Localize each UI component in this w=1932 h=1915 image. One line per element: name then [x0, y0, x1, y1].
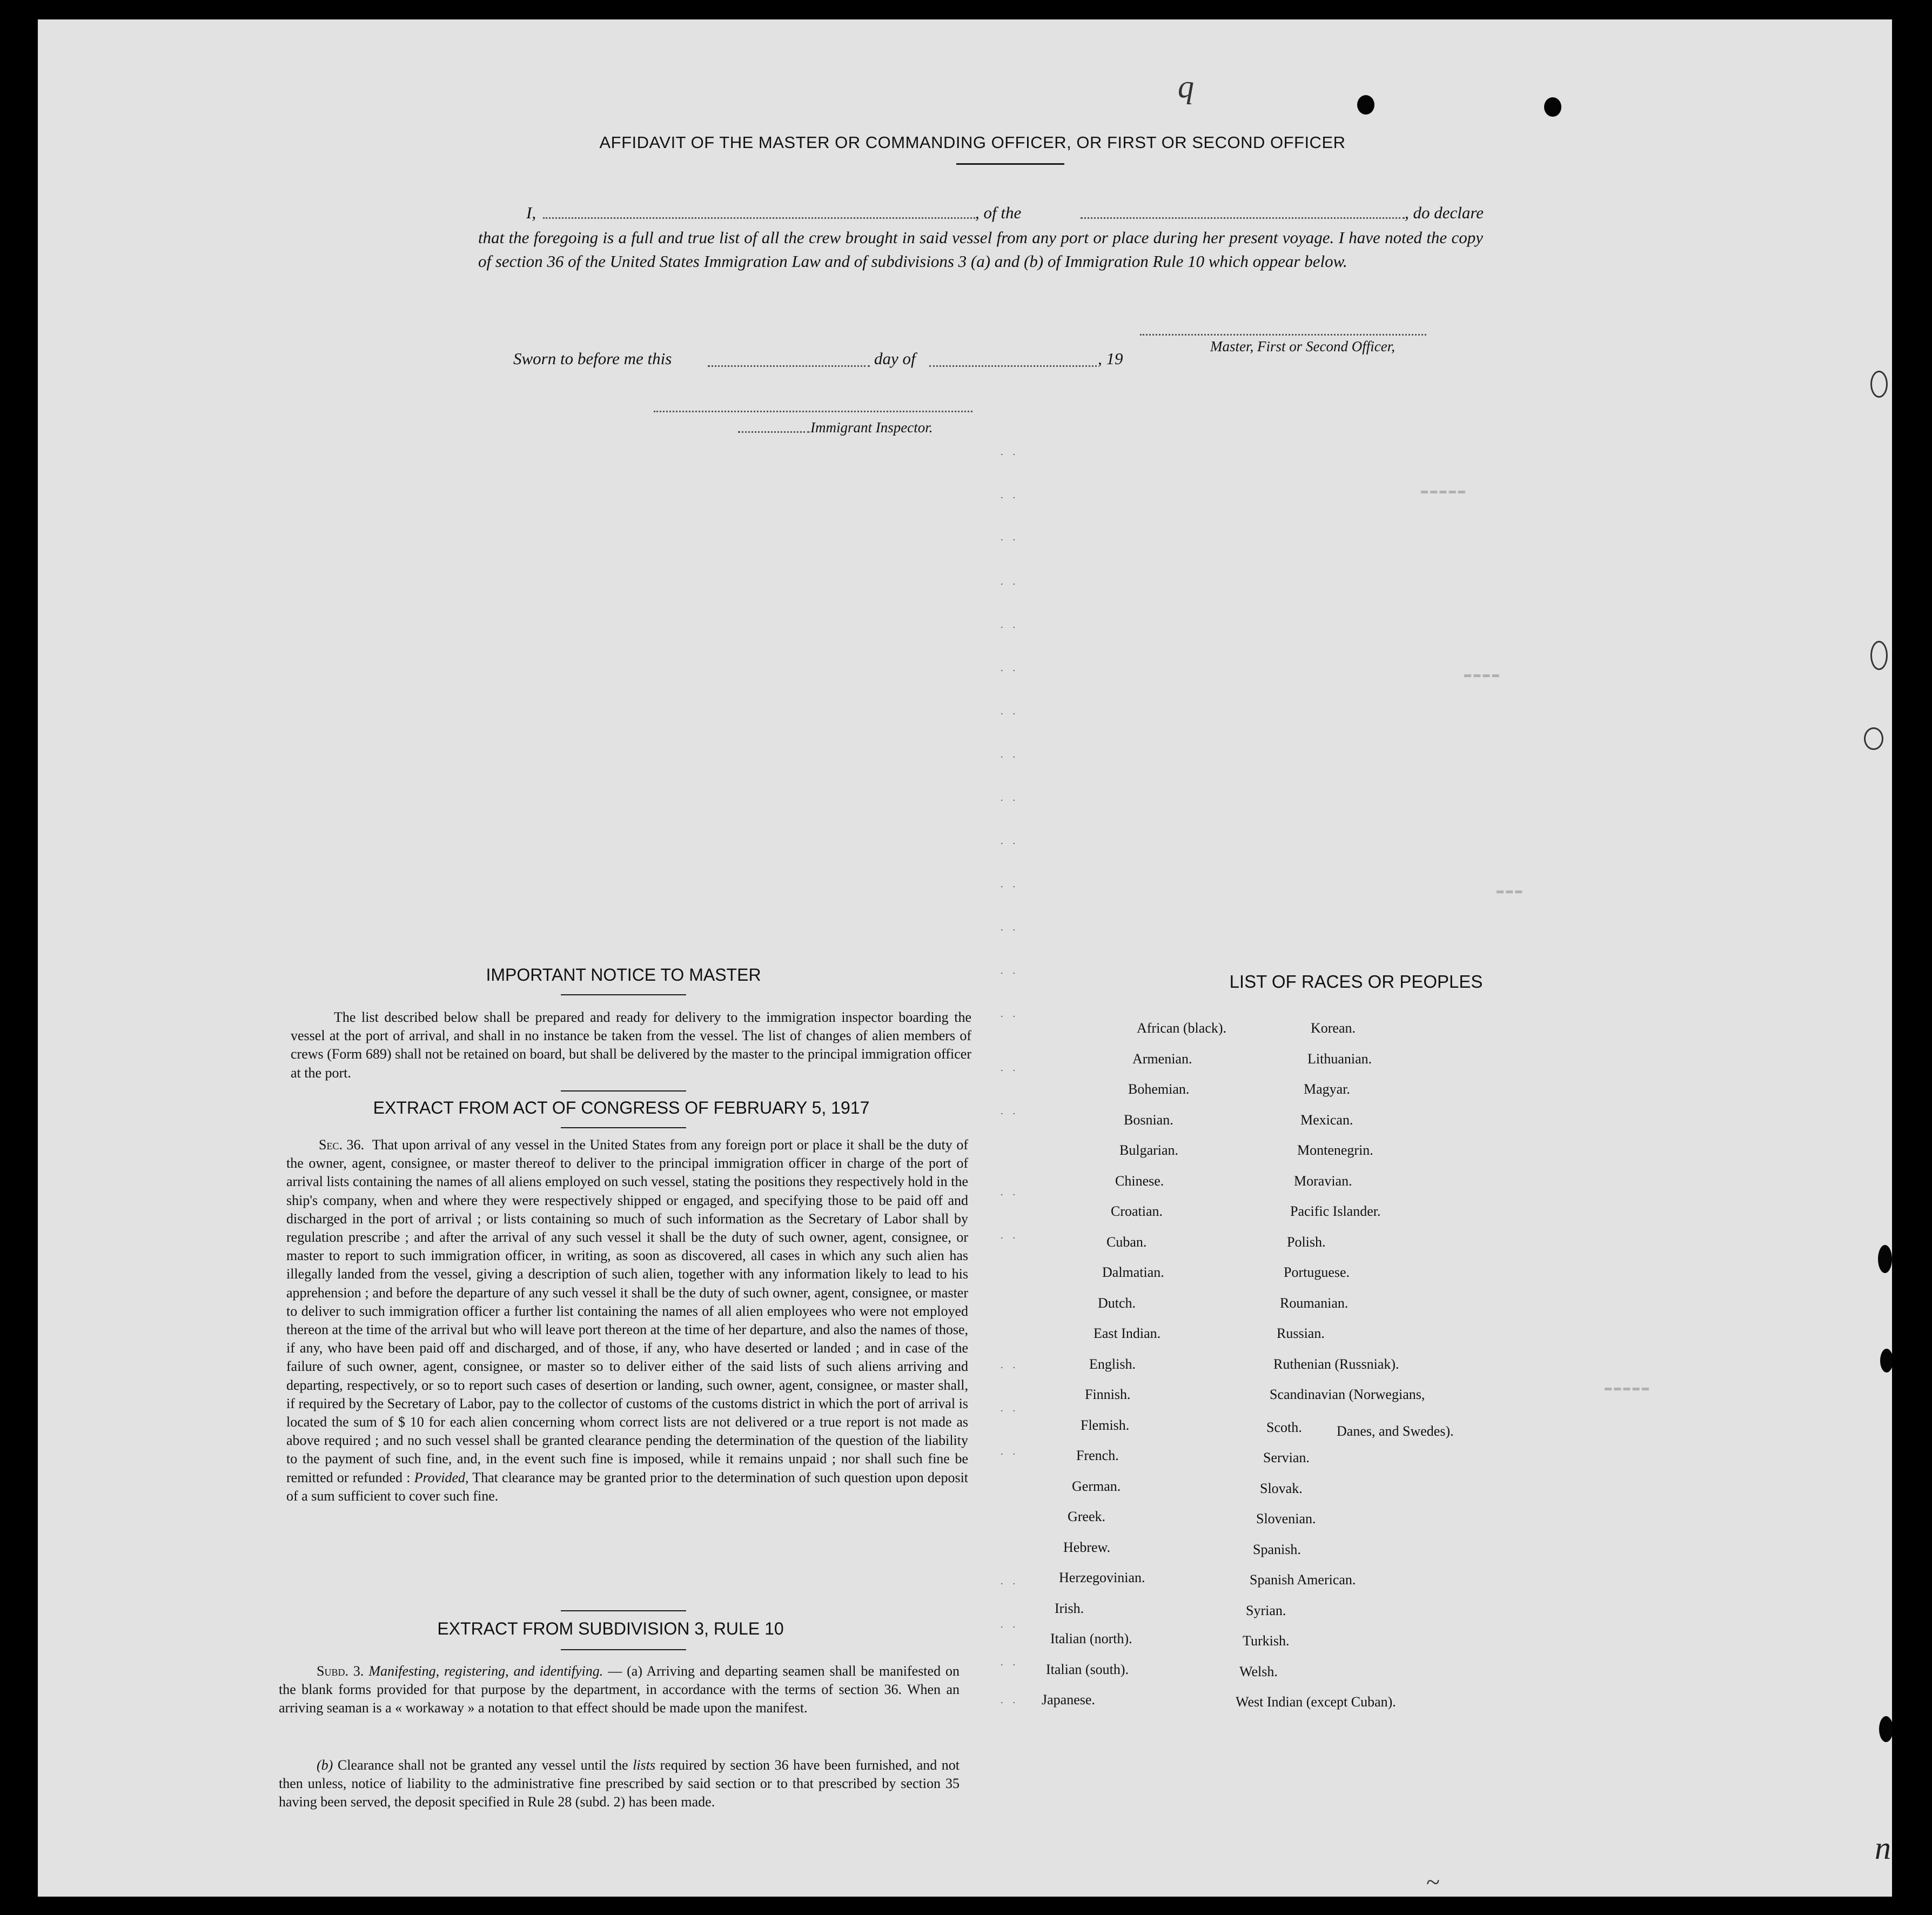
act-underline: [561, 1127, 686, 1128]
race-item: Flemish.: [1081, 1417, 1130, 1433]
section-36-text: [286, 1136, 968, 1505]
race-item: Italian (north).: [1050, 1631, 1132, 1646]
race-item: West Indian (except Cuban).: [1236, 1694, 1396, 1710]
race-item: Herzegovinian.: [1059, 1570, 1145, 1585]
race-item: Moravian.: [1294, 1173, 1352, 1189]
race-item: Dutch.: [1098, 1295, 1136, 1311]
form-sheet: ▬▬▬▬▬ ▬▬▬▬ ▬▬▬ ▬▬▬▬▬ .. .. .. .. .. .. .. .. .. .. .. .. .. .. .. .. .. .. .. .. .. .. .. .. .. AFFIDAVIT OF THE MASTER OR COMMANDING OFFICER, OR FIRST OR SECOND OFFICER I, , of the , do declare that the foregoing is a full and true list of all the crew brought in said vessel from any port or place during her present voyage. I have noted the copy of section 36 of the United States Immigration Law and of subdivisions 3 (a) and (b) of Immigration Rule 10 which oppear below. Master, First or Second Officer, Sworn to before me this day of , 19 Immigrant Inspector. IMPORTANT NOTICE TO MASTER The list described below shall be prepared and ready for delivery to the immigration inspector boarding the vessel at the port of arrival, and shall in no instance be taken from the vessel. The list of changes of alien members of crews (Form 689) shall not be retained on board, but shall be delivered by the master to the principal immigration officer at the port. EXTRACT FROM ACT OF CONGRESS OF FEBRUARY 5, 1917 Sec. 36. That upon arrival of any vessel in the United States from any foreign port or place it shall be the duty of the owner, agent, consignee, or master thereof to deliver to the principal immigration officer in charge of the port of arrival lists containing the names of all aliens employed on such vessel, stating the positions they respectively hold in the ship's company, when and where they were respectively shipped or engaged, and specifying those to be paid off and discharged in the port of arrival ; or lists containing so much of such information as the Secretary of Labor shall by regulation prescribe ; and after the arrival of any such vessel it shall be the duty of such owner, agent, consignee, or master to report to such immigration officer, in writing, as soon as discovered, all cases in which any such alien has illegally landed from the vessel, giving a description of such alien, together with any information likely to lead to his apprehension ; and before the departure of any such vessel it shall be the duty of such owner, agent, consignee, or master to deliver to such immigration officer a further list containing the names of all alien employees who were not employed thereon at the time of the arrival but who will leave port thereon at the time of her departure, and also the names of those, if any, who have been paid off and discharged, and of those, if any, who have deserted or landed ; and in case of the failure of such owner, agent, consignee, or master so to deliver either of the said lists of such aliens arriving and departing, respectively, or so to report such cases of desertion or landing, such owner, agent, consignee, or master shall, if required by the Secretary of Labor, pay to the collector of customs of the customs district in which the port of arrival is located the sum of $ 10 for each alien concerning whom correct lists are not delivered or a true report is not made as above required ; and no such vessel shall be granted clearance pending the determination of the question of the liability to the payment of such fine, and, in the event such fine is imposed, while it remains unpaid ; nor shall such fine be remitted or refunded : Provided, That clearance may be granted prior to the determination of such question upon deposit of a sum sufficient to cover such fine. EXTRACT FROM SUBDIVISION 3, RULE 10 Subd. 3. Manifesting, registering, and identifying. — (a) Arriving and departing seamen shall be manifested on the blank forms provided for that purpose by the department, in accordance with the terms of section 36. When an arriving seaman is a « workaway » a notation to that effect should be made upon the manifest. (b) Clearance shall not be granted any vessel until the lists required by section 36 have been furnished, and not then unless, notice of liability to the administrative fine prescribed by said section or to that prescribed by section 35 having been served, the deposit specified in Rule 28 (subd. 2) has been made. LIST OF RACES OR PEOPLES African (black). Armenian. Bohemian. Bosnian. Bulgarian. Chinese. Croatian. Cuban. Dalmatian. Dutch. East Indian. English. Finnish. Flemish. French. German. Greek. Hebrew. Herzegovinian. Irish. Italian (north). Italian (south). Japanese. Korean. Lithuanian. Magyar. Mexican. Montenegrin. Moravian. Pacific Islander. Polish. Portuguese. Roumanian. Russian. Ruthenian (Russniak). Scandinavian (Norwegians, Scoth. Servian. Slovak. Slovenian. Spanish. Spanish American. Syrian. Turkish. Welsh. West Indian (except Cuban). Danes, and Swedes). q n ~: [38, 19, 1892, 1897]
rule-para-a: [279, 1662, 960, 1718]
punch-hole: [1879, 1716, 1892, 1742]
race-item: Turkish.: [1243, 1633, 1290, 1649]
race-item: Scandinavian (Norwegians,: [1270, 1387, 1425, 1402]
para-a-text: Arriving and departing seamen shall be manifested on the blank forms provided for that purpose by the department, in accordance with the terms of section 36. When an arriving seaman is a « workaway » a notation to that effect should be made upon the manifest.: [279, 1663, 960, 1716]
subd-heading: Manifesting, registering, and identifying.: [368, 1663, 603, 1679]
race-item: German.: [1072, 1478, 1121, 1494]
race-item: Magyar.: [1304, 1081, 1350, 1097]
do-declare-label: , do declare: [1405, 203, 1484, 222]
affidavit-title: AFFIDAVIT OF THE MASTER OR COMMANDING OFFICER, OR FIRST OR SECOND OFFICER: [599, 133, 1346, 152]
act-title: EXTRACT FROM ACT OF CONGRESS OF FEBRUARY 5, 1917: [373, 1098, 870, 1117]
race-item: Dalmatian.: [1102, 1264, 1164, 1280]
punch-hole: [1880, 1349, 1892, 1372]
punch-hole: [1544, 97, 1561, 117]
vessel-name-field[interactable]: [1081, 217, 1405, 219]
race-item: Hebrew.: [1063, 1539, 1111, 1555]
notice-underline: [561, 994, 686, 995]
para-b-mark: (b): [317, 1757, 333, 1773]
of-the-label: , of the: [975, 203, 1022, 222]
para-b-text1: Clearance shall not be granted any vessel until the: [337, 1757, 628, 1773]
race-item: Italian (south).: [1046, 1662, 1129, 1677]
race-item: Russian.: [1277, 1325, 1325, 1341]
race-item: African (black).: [1137, 1020, 1227, 1036]
punch-hole: [1357, 95, 1374, 115]
para-b-lists: lists: [633, 1757, 656, 1773]
punch-hole-open: [1870, 641, 1888, 670]
handwritten-mark: ~: [1426, 1868, 1440, 1896]
race-item: Welsh.: [1239, 1664, 1278, 1679]
day-of-label: day of: [874, 349, 916, 368]
race-item: Portuguese.: [1284, 1264, 1350, 1280]
master-signature-label: Master, First or Second Officer,: [1210, 338, 1395, 354]
rule-title: EXTRACT FROM SUBDIVISION 3, RULE 10: [437, 1619, 784, 1638]
race-item: Japanese.: [1042, 1692, 1095, 1708]
race-item: Bulgarian.: [1119, 1142, 1179, 1158]
declarant-label: I,: [526, 203, 536, 222]
bleed-through-mark: ▬▬▬▬: [1464, 668, 1501, 681]
race-item: Armenian.: [1132, 1051, 1192, 1067]
race-item: Korean.: [1311, 1020, 1356, 1036]
para-b-text2: required by section 36 have been furnished, and not then unless, notice of liability to the administrative fine prescribed by said section or to that prescribed by section 35 having been served, the deposit specified in Rule 28 (subd. 2) has been made.: [279, 1757, 960, 1810]
rule-para-b: [279, 1756, 960, 1812]
title-underline: [956, 163, 1064, 165]
race-item: Croatian.: [1111, 1203, 1163, 1219]
race-item: Irish.: [1055, 1601, 1084, 1616]
race-item: Lithuanian.: [1307, 1051, 1372, 1067]
race-item: Bohemian.: [1128, 1081, 1190, 1097]
provided-word: Provided,: [414, 1469, 469, 1485]
race-item: Slovak.: [1260, 1481, 1303, 1496]
handwritten-mark: n: [1875, 1830, 1891, 1866]
divider-line: [561, 1090, 686, 1092]
race-item: Spanish American.: [1250, 1572, 1356, 1588]
rule-underline: [561, 1649, 686, 1650]
race-item: Montenegrin.: [1297, 1142, 1373, 1158]
declarant-name-field[interactable]: [543, 217, 975, 219]
year-prefix-label: , 19: [1098, 349, 1123, 368]
inspector-dots: [738, 431, 809, 433]
sworn-label: Sworn to before me this: [513, 349, 672, 368]
race-item: Greek.: [1068, 1509, 1106, 1524]
punch-hole: [1878, 1245, 1892, 1273]
race-item: Pacific Islander.: [1290, 1203, 1381, 1219]
race-item: Syrian.: [1246, 1603, 1286, 1618]
master-signature-field[interactable]: [1140, 334, 1426, 336]
inspector-signature-field[interactable]: [654, 411, 972, 412]
section-label: Sec. 36.: [319, 1137, 365, 1153]
race-item: English.: [1089, 1356, 1136, 1372]
race-item: Slovenian.: [1256, 1511, 1316, 1526]
race-item: Roumanian.: [1280, 1295, 1349, 1311]
punch-hole-open: [1870, 371, 1888, 398]
sworn-day-field[interactable]: [708, 365, 870, 367]
notice-title: IMPORTANT NOTICE TO MASTER: [486, 965, 761, 985]
affidavit-declaration: that the foregoing is a full and true list of all the crew brought in said vessel from any port or place during her present voyage. I have noted the copy of section 36 of the United States Immigration Law and of subdivisions 3 (a) and (b) of Immigration Rule 10 which oppear below.: [478, 228, 1483, 271]
bleed-through-mark: ▬▬▬▬▬: [1605, 1381, 1652, 1395]
race-item: Polish.: [1287, 1234, 1326, 1250]
race-item: Finnish.: [1085, 1387, 1131, 1402]
notice-text: The list described below shall be prepared and ready for delivery to the immigration inspector boarding the vessel at the port of arrival, and shall in no instance be taken from the vessel. The list of changes of alien members of crews (Form 689) shall not be retained on board, but shall be delivered by the master to the principal immigration officer at the port.: [291, 1009, 971, 1081]
race-item: Chinese.: [1115, 1173, 1164, 1189]
race-item: Ruthenian (Russniak).: [1273, 1356, 1399, 1372]
inspector-label: Immigrant Inspector.: [810, 419, 933, 436]
race-item: Servian.: [1263, 1450, 1310, 1465]
punch-hole-open: [1864, 727, 1883, 750]
para-a-mark: — (a): [608, 1663, 642, 1679]
race-item: Scoth.: [1266, 1419, 1302, 1435]
race-scandinavian-continued: Danes, and Swedes).: [1337, 1423, 1454, 1439]
bleed-through-mark: ▬▬▬▬▬: [1421, 484, 1468, 498]
sworn-month-field[interactable]: [929, 365, 1097, 367]
subd-label: Subd. 3.: [317, 1663, 364, 1679]
race-item: Spanish.: [1253, 1542, 1301, 1557]
race-item: East Indian.: [1094, 1325, 1161, 1341]
handwritten-mark: q: [1178, 69, 1194, 104]
bleed-through-mark: ▬▬▬: [1497, 884, 1525, 898]
race-item: French.: [1076, 1448, 1119, 1463]
race-item: Mexican.: [1300, 1112, 1353, 1128]
divider-line: [561, 1610, 686, 1611]
race-item: Cuban.: [1106, 1234, 1147, 1250]
race-item: Bosnian.: [1124, 1112, 1173, 1128]
races-title: LIST OF RACES OR PEOPLES: [1229, 972, 1483, 992]
section-text-part2: That clearance may be granted prior to the determination of such question upon deposit of a sum sufficient to cover such fine.: [286, 1469, 969, 1504]
section-text-part1: That upon arrival of any vessel in the United States from any foreign port or place it shall be the duty of the owner, agent, consignee, or master thereof to deliver to the principal immigration officer in charge of the port of arrival lists containing the names of all aliens employed on such vessel, stating the positions they respectively hold in the ship's company, when and where they were respectively shipped or engaged, and specifying those to be paid off and discharged in the port of arrival ; or lists containing so much of such information as the Secretary of Labor shall by regulation prescribe ; and after the arrival of any such vessel it shall be the duty of such owner, agent, consignee, or master to report to such immigration officer, in writing, as soon as discovered, all cases in which any such alien has illegally landed from the vessel, giving a description of such alien, together with any information likely to lead to his apprehension ; and before the departure of any such vessel it shall be the duty of such owner, agent, consignee, or master to deliver to such immigration officer a further list containing the names of all alien employees who were not employed thereon at the time of the arrival but who will leave port thereon at the time of her departure, and also the names of those, if any, who have been paid off and discharged, and of those, if any, who have deserted or landed ; and in case of the failure of such owner, agent, consignee, or master so to deliver either of the said lists of such aliens arriving and departing, respectively, or so to report such cases of desertion or landing, such owner, agent, consignee, or master shall, if required by the Secretary of Labor, pay to the collector of customs of the customs district in which the port of arrival is located the sum of $ 10 for each alien concerning whom correct lists are not delivered or a true report is not made as above required ; and no such vessel shall be granted clearance pending the determination of the question of the liability to the payment of such fine, and, in the event such fine is imposed, while it remains unpaid ; nor shall such fine be remitted or refunded :: [286, 1137, 969, 1485]
